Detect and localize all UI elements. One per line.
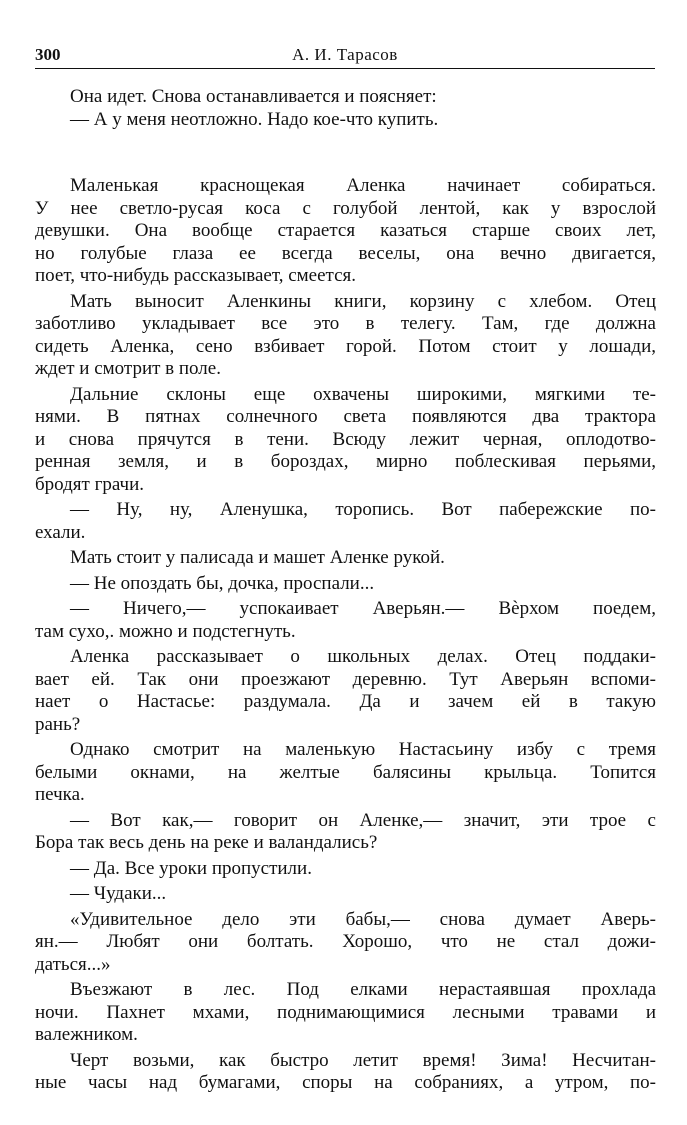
- text-line: Бора так весь день на реке и валандались?: [35, 832, 378, 853]
- text-line: поет, что-нибудь рассказывает, смеется.: [35, 265, 356, 286]
- body-text: [35, 175, 656, 1095]
- text-line: Дальние склоны еще охвачены широкими, мягкими те-: [70, 383, 656, 405]
- text-line: заботливо укладывает все это в телегу. Там, где должна: [35, 313, 656, 334]
- text-line: Въезжают в лес. Под елками нерастаявшая прохлада: [70, 979, 656, 1000]
- text-line: нает о Настасье: раздумала. Да и зачем ей в такую: [35, 691, 656, 712]
- text-line: ехали.: [35, 521, 86, 543]
- paragraph: [70, 883, 656, 906]
- text-line: — Не опоздать бы, дочка, проспали...: [70, 572, 375, 594]
- text-line: девушки. Она вообще старается казаться старше своих лет,: [35, 220, 656, 241]
- text-line: — Ничего,— успокаивает Аверьян.— Вѐрхом поедем,: [70, 598, 656, 619]
- text-line: бродят грачи.: [35, 473, 145, 495]
- text-line: валежником.: [35, 1024, 138, 1045]
- paragraph: [35, 1049, 656, 1095]
- text-line: но голубые глаза ее всегда веселы, она вечно двигается,: [35, 242, 656, 264]
- header-rule: [35, 68, 655, 69]
- text-line: — А у меня неотложно. Надо кое-что купить.: [70, 108, 439, 130]
- text-line: вает ей. Так они проезжают деревню. Тут Аверьян вспоми-: [35, 668, 656, 690]
- text-line: Мать стоит у палисада и машет Аленке рукой.: [70, 547, 445, 568]
- paragraph: [35, 383, 656, 497]
- paragraph: [35, 739, 656, 807]
- text-line: «Удивительное дело эти бабы,— снова думает Аверь-: [70, 908, 656, 930]
- text-line: ночи. Пахнет мхами, поднимающимися лесными травами и: [35, 1001, 656, 1023]
- paragraph: [70, 573, 656, 596]
- text-line: Черт возьми, как быстро летит время! Зима! Несчитан-: [70, 1049, 656, 1071]
- paragraph: [35, 646, 656, 736]
- intro-text: [70, 86, 656, 131]
- text-line: ренная земля, и в бороздах, мирно поблескивая перьями,: [35, 451, 656, 472]
- paragraph: [35, 499, 656, 544]
- paragraph: [35, 175, 656, 288]
- text-line: нями. В пятнах солнечного света появляются два трактора: [35, 406, 656, 427]
- text-line: Она идет. Снова останавливается и поясняет:: [70, 86, 437, 107]
- text-line: Аленка рассказывает о школьных делах. Отец поддаки-: [70, 646, 656, 667]
- paragraph: [70, 547, 656, 570]
- text-line: ные часы над бумагами, споры на собраниях, а утром, по-: [35, 1072, 656, 1093]
- running-title: А. И. Тарасов: [292, 45, 398, 64]
- text-line: Однако смотрит на маленькую Настасьину избу с тремя: [70, 739, 656, 760]
- text-line: сидеть Аленка, сено взбивает горой. Потом стоит у лошади,: [35, 335, 656, 357]
- text-line: У нее светло-русая коса с голубой лентой, как у взрослой: [35, 197, 656, 219]
- paragraph: [35, 908, 656, 977]
- paragraph: [35, 979, 656, 1047]
- text-line: рань?: [35, 713, 81, 735]
- text-line: Маленькая краснощекая Аленка начинает собираться.: [70, 175, 656, 196]
- paragraph: [35, 598, 656, 643]
- text-line: ждет и смотрит в поле.: [35, 358, 221, 379]
- paragraph: [35, 809, 656, 855]
- text-line: даться...»: [35, 953, 111, 975]
- paragraph: [70, 858, 656, 881]
- page-header: [35, 44, 655, 70]
- text-line: белыми окнами, на желтые балясины крыльца. Топится: [35, 761, 656, 783]
- text-line: Мать выносит Аленкины книги, корзину с хлебом. Отец: [70, 290, 656, 312]
- paragraph: [35, 290, 656, 381]
- text-line: и снова прячутся в тени. Всюду лежит черная, оплодотво-: [35, 428, 656, 450]
- text-line: там сухо,. можно и подстегнуть.: [35, 620, 296, 642]
- text-line: — Чудаки...: [70, 883, 167, 904]
- text-line: — Да. Все уроки пропустили.: [70, 857, 312, 879]
- text-line: печка.: [35, 784, 85, 805]
- text-line: ян.— Любят они болтать. Хорошо, что не стал дожи-: [35, 931, 656, 952]
- text-line: — Вот как,— говорит он Аленке,— значит, эти трое с: [70, 809, 656, 831]
- page-number: 300: [35, 45, 61, 64]
- text-line: — Ну, ну, Аленушка, торопись. Вот пабережские по-: [70, 499, 656, 520]
